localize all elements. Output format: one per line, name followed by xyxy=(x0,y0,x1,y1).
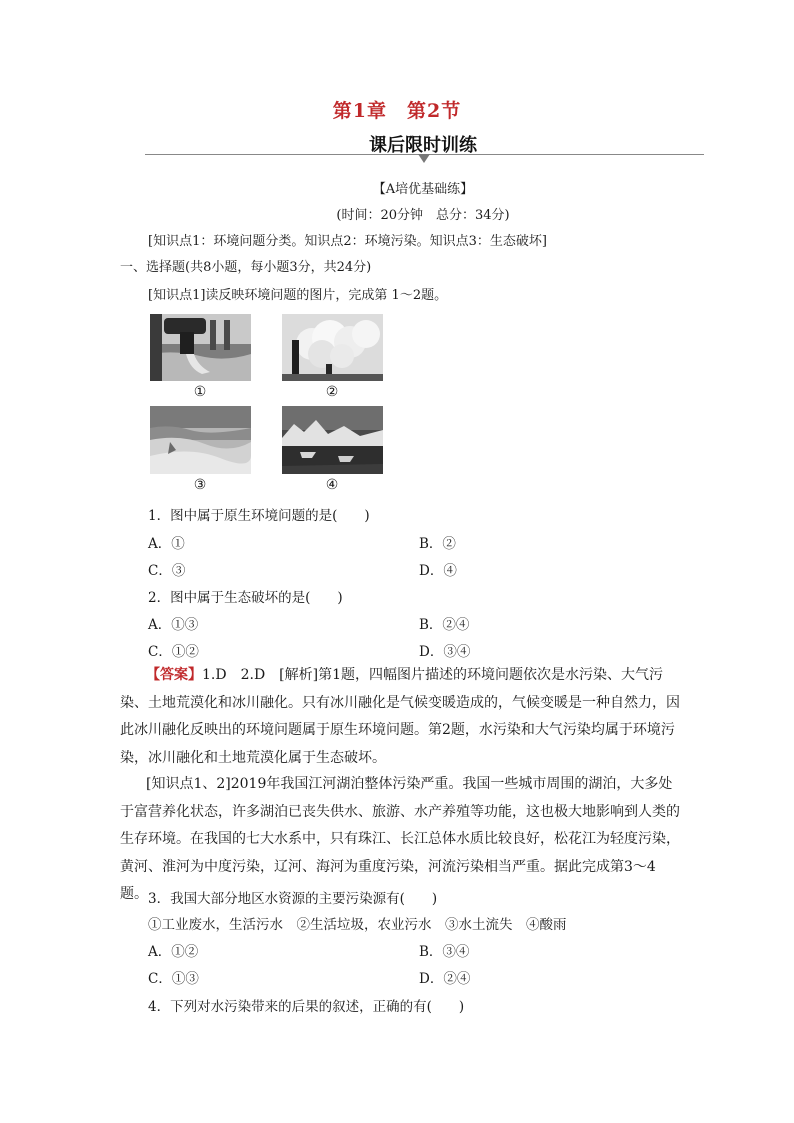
answer-explanation xyxy=(120,662,680,772)
time-score: (时间：20分钟 总分：34分) xyxy=(336,208,510,223)
answer-text: 1.D 2.D [解析]第1题，四幅图片描述的环境问题依次是水污染、大气污染、土地荒漠化和冰川融化。只有冰川融化是气候变暖造成的，气候变暖是一种自然力，因此冰川融化反映出的环境问题属于原生环境问题。第2题，水污染和大气污染均属于环境污染，冰川融化和土地荒漠化属于生态破坏。 xyxy=(120,667,680,766)
q2-option-c: C．①② xyxy=(148,644,199,660)
group2-intro: [知识点1、2]2019年我国江河湖泊整体污染严重。我国一些城市周围的湖泊，大多处于富营养化状态，许多湖泊已丧失供水、旅游、水产养殖等功能，这也极大地影响到人类的生存环境。在我国的七大水系中，只有珠江、长江总体水质比较良好，松花江为轻度污染，黄河、淮河为中度污染，辽河、海河为重度污染，河流污染相当严重。据此完成第3～4题。 xyxy=(120,776,680,902)
q1-option-c: C．③ xyxy=(148,563,186,579)
question-3-stem: 3．我国大部分地区水资源的主要污染源有( ) xyxy=(148,891,438,907)
q3-option-c: C．①③ xyxy=(148,971,199,987)
answer-tag: 【答案】 xyxy=(146,667,202,683)
caption-1: ① xyxy=(193,384,207,400)
caption-4: ④ xyxy=(325,477,339,493)
knowledge-points: [知识点1：环境问题分类。知识点2：环境污染。知识点3：生态破坏] xyxy=(148,234,547,249)
question-4-stem: 4．下列对水污染带来的后果的叙述，正确的有( ) xyxy=(148,999,465,1015)
question-3-items: ①工业废水，生活污水 ②生活垃圾，农业污水 ③水土流失 ④酸雨 xyxy=(148,917,567,933)
q1-option-d: D．④ xyxy=(419,563,457,579)
photo-air-pollution xyxy=(282,314,383,381)
q2-option-d: D．③④ xyxy=(419,644,471,660)
caption-2: ② xyxy=(325,384,339,400)
photo-water-pollution xyxy=(150,314,251,381)
part-heading: 一、选择题(共8小题，每小题3分，共24分) xyxy=(120,260,372,275)
q1-option-a: A．① xyxy=(148,536,185,552)
question-2-stem: 2．图中属于生态破坏的是( ) xyxy=(148,590,343,606)
caption-3: ③ xyxy=(193,477,207,493)
q1-option-b: B．② xyxy=(419,536,456,552)
chapter-title: 第1章 第2节 xyxy=(332,100,462,122)
q3-option-b: B．③④ xyxy=(419,944,470,960)
photo-glacier-melting xyxy=(282,406,383,474)
photo-desertification xyxy=(150,406,251,474)
divider-triangle-icon xyxy=(418,154,430,163)
q3-option-a: A．①② xyxy=(148,944,199,960)
section-label: 【A培优基础练】 xyxy=(372,182,474,197)
q2-option-b: B．②④ xyxy=(419,617,470,633)
page-title: 课后限时训练 xyxy=(369,135,477,156)
q2-option-a: A．①③ xyxy=(148,617,199,633)
group1-intro: [知识点1]读反映环境问题的图片，完成第 1～2题。 xyxy=(148,288,448,303)
question-1-stem: 1．图中属于原生环境问题的是( ) xyxy=(148,508,370,524)
q3-option-d: D．②④ xyxy=(419,971,471,987)
